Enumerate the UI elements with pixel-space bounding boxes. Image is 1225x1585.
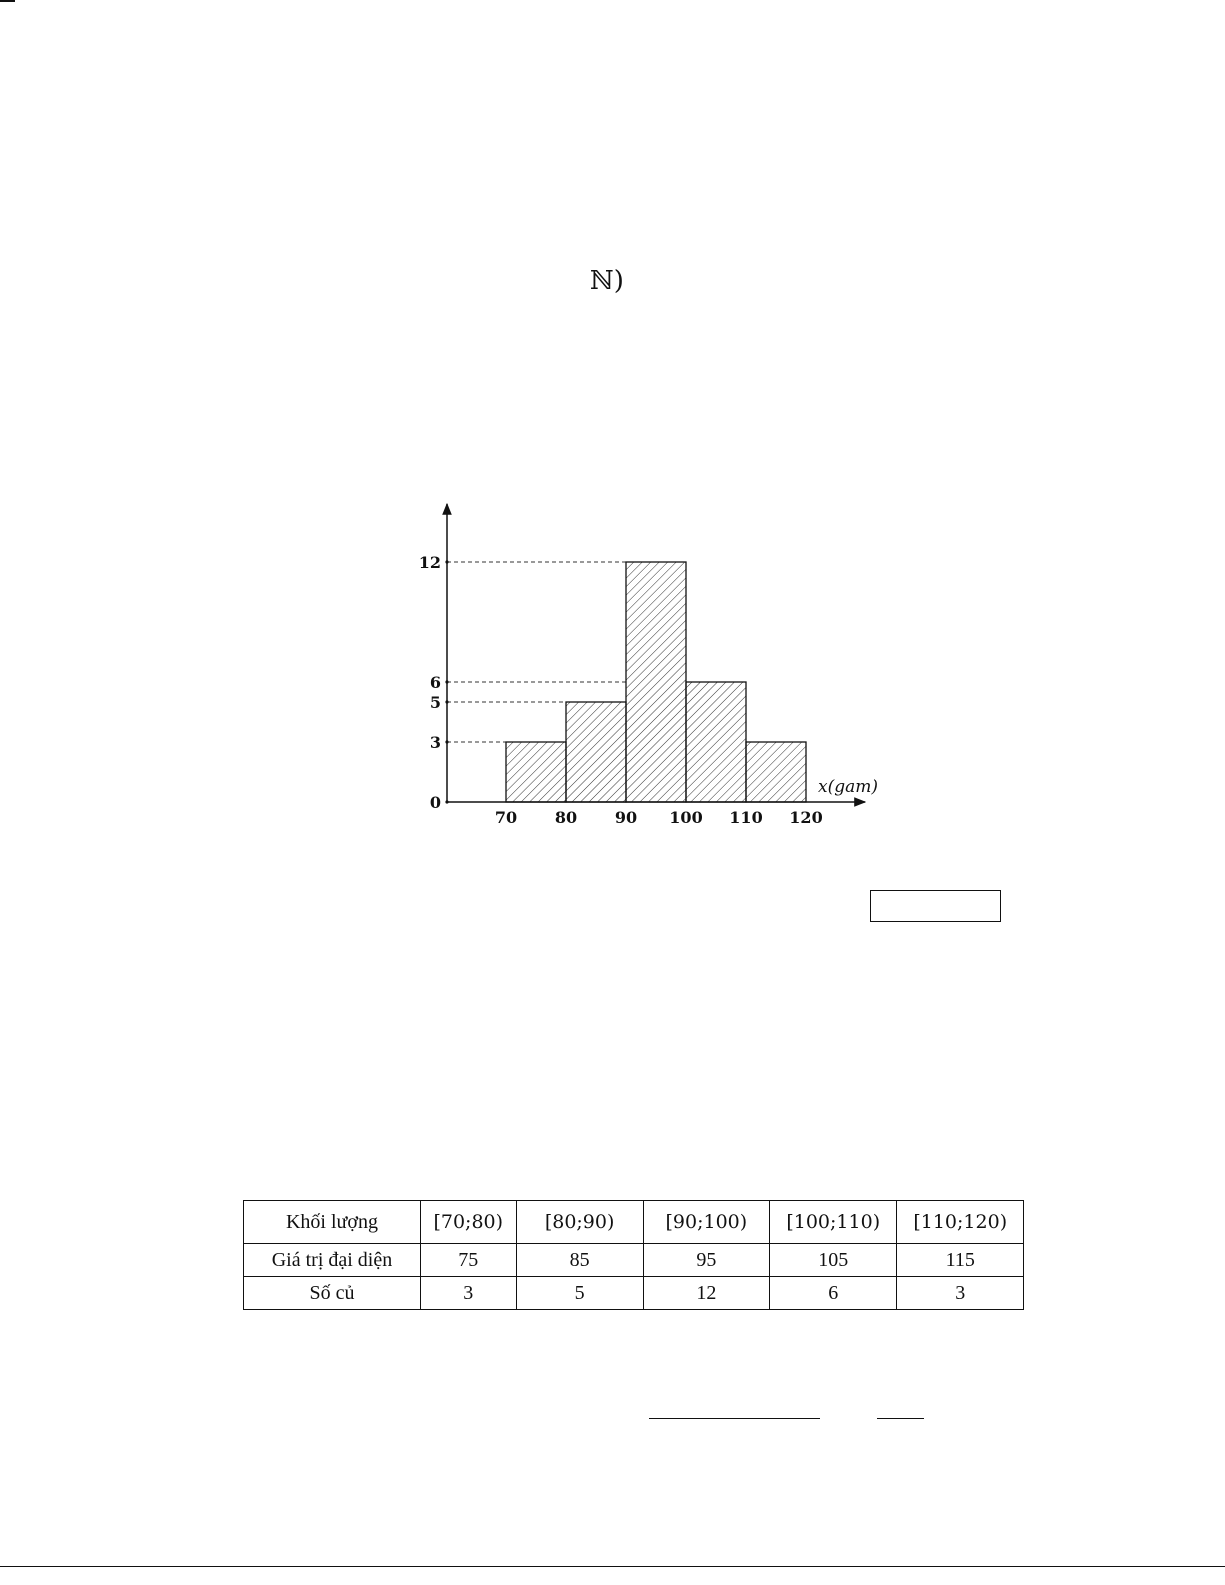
frequency-table <box>243 1200 1024 1310</box>
table-cell: 85 <box>516 1244 643 1277</box>
table-cell: [70;80) <box>420 1201 516 1244</box>
table-row <box>244 1201 1024 1244</box>
table-cell: [100;110) <box>769 1201 896 1244</box>
x-tick-label: 90 <box>614 808 638 827</box>
histogram-bar <box>686 682 746 802</box>
table-cell: 95 <box>643 1244 769 1277</box>
table-row <box>244 1244 1024 1277</box>
y-tick-mark <box>445 800 448 803</box>
table-cell: 12 <box>643 1277 769 1310</box>
histogram-bar <box>506 742 566 802</box>
y-tick-label: 5 <box>429 693 441 712</box>
x-axis-label: x(gam) <box>818 777 878 797</box>
naturals-fragment: ℕ) <box>590 266 624 296</box>
table-row <box>244 1277 1024 1310</box>
table-cell: [80;90) <box>516 1201 643 1244</box>
histogram-bar <box>626 562 686 802</box>
table-cell: [110;120) <box>897 1201 1024 1244</box>
table-cell: [90;100) <box>643 1201 769 1244</box>
table-cell: 6 <box>769 1277 896 1310</box>
histogram-bar <box>746 742 806 802</box>
table-row-label: Giá trị đại diện <box>244 1244 421 1277</box>
answer-box <box>870 890 1001 922</box>
y-tick-mark <box>445 680 448 683</box>
answer-line <box>877 1418 924 1419</box>
x-tick-label: 80 <box>554 808 578 827</box>
table-cell: 105 <box>769 1244 896 1277</box>
x-tick-label: 100 <box>669 808 703 827</box>
table-cell: 115 <box>897 1244 1024 1277</box>
histogram-chart <box>400 490 920 840</box>
y-tick-label: 6 <box>429 673 441 692</box>
answer-line <box>649 1418 820 1419</box>
y-tick-label: 12 <box>418 553 441 572</box>
x-tick-label: 110 <box>729 808 763 827</box>
table-cell: 5 <box>516 1277 643 1310</box>
page-border <box>0 1566 1225 1567</box>
y-tick-label: 3 <box>429 733 441 752</box>
y-tick-label: 0 <box>429 793 441 812</box>
y-tick-mark <box>445 740 448 743</box>
x-tick-label: 120 <box>789 808 823 827</box>
histogram-bar <box>566 702 626 802</box>
table-header-label: Khối lượng <box>244 1201 421 1244</box>
table-cell: 3 <box>420 1277 516 1310</box>
y-tick-mark <box>445 560 448 563</box>
dash-fragment <box>0 0 15 2</box>
table-row-label: Số củ <box>244 1277 421 1310</box>
table-cell: 3 <box>897 1277 1024 1310</box>
y-tick-mark <box>445 700 448 703</box>
table-cell: 75 <box>420 1244 516 1277</box>
x-tick-label: 70 <box>494 808 518 827</box>
